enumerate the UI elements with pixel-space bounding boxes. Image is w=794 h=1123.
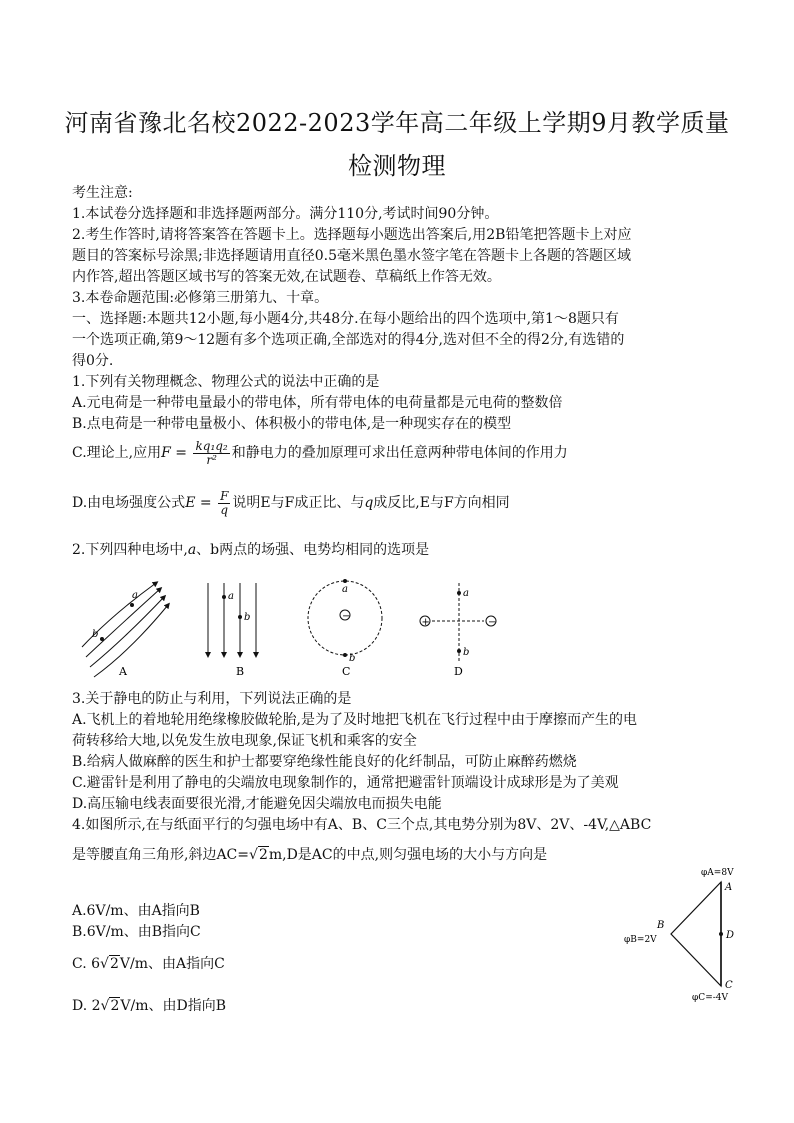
q1-option-d-pre: D.由电场强度公式	[72, 495, 186, 511]
q2-stem	[72, 540, 724, 561]
fig-a-caption: A	[119, 665, 127, 678]
q1-d-numerator: F	[220, 488, 229, 503]
q1-c-formula-f: F	[161, 445, 171, 461]
q3-option-d: D.高压输电线表面要很光滑,才能避免因尖端放电而损失电能	[72, 796, 442, 812]
q4-option-c-sqrt: √2	[100, 956, 119, 972]
phi-a-label: φA=8V	[701, 868, 734, 878]
q1-option-c	[72, 438, 724, 468]
section1-instructions-1: 一、选择题:本题共12小题,每小题4分,共48分.在每小题给出的四个选项中,第1～8题只有	[72, 311, 619, 327]
fig-b-point-a	[222, 595, 226, 599]
q1-option-d-mid: 说明E与F成正比、与	[232, 495, 365, 511]
fig-c-point-a	[343, 579, 347, 583]
q4-option-d-sqrt: √2	[100, 998, 120, 1014]
q1-stem: 1.下列有关物理概念、物理公式的说法中正确的是	[72, 374, 380, 390]
q4-option-b: B.6V/m、由B指向C	[72, 924, 201, 940]
q3-option-a-line2: 荷转移给大地,以免发生放电现象,保证飞机和乘客的安全	[72, 733, 417, 749]
q1-c-denominator: r²	[206, 452, 217, 467]
q1-c-formula-eq: =	[170, 445, 192, 461]
notice-item-3: 3.本卷命题范围:必修第三册第九、十章。	[72, 290, 329, 306]
q1-d-formula-eq: =	[195, 495, 217, 511]
fig-c-label-b: b	[349, 653, 356, 664]
q4-option-c-pre: C. 6	[72, 956, 101, 972]
section1-instructions-2: 一个选项正确,第9～12题有多个选项正确,全部选对的得4分,选对但不全的得2分,有选错的	[72, 332, 625, 348]
vertex-a-label: A	[725, 882, 733, 893]
fig-a-point-b	[100, 637, 104, 641]
notice-item-2a: 2.考生作答时,请将答案答在答题卡上。选择题每小题选出答案后,用2B铅笔把答题卡上对应	[72, 227, 632, 243]
fig-b-label-a: a	[228, 591, 234, 602]
fig-b-caption: B	[236, 665, 245, 678]
fig-d-minus-sign: −	[488, 617, 497, 628]
q2-field-figures	[72, 575, 512, 685]
q3-option-a-line1: A.飞机上的着地轮用绝缘橡胶做轮胎,是为了及时地把飞机在飞行过程中由于摩擦而产生的电	[72, 712, 638, 728]
q1-option-c-post: 和静电力的叠加原理可求出任意两种带电体间的作用力	[231, 445, 568, 461]
fig-d-point-a	[457, 591, 461, 595]
q3-stem: 3.关于静电的防止与利用，下列说法正确的是	[72, 691, 352, 707]
q1-option-d-post: 成反比,E与F方向相同	[373, 495, 510, 511]
fig-d-label-a: a	[463, 588, 469, 599]
notice-item-2c: 内作答,超出答题区域书写的答案无效,在试题卷、草稿纸上作答无效。	[72, 269, 501, 285]
q3-option-c: C.避雷针是利用了静电的尖端放电现象制作的，通常把避雷针顶端设计成球形是为了美观	[72, 775, 619, 791]
fig-c-label-a: a	[342, 584, 348, 595]
fig-c-caption: C	[342, 665, 351, 678]
vertex-b-label: B	[657, 920, 665, 931]
notice-item-2b: 题目的答案标号涂黑;非选择题请用直径0.5毫米黑色墨水签字笔在答题卡上各题的答题区域	[72, 248, 631, 264]
point-d-label: D	[726, 930, 735, 941]
q1-d-formula-e: E	[185, 495, 196, 511]
phi-b-label: φB=2V	[624, 935, 657, 945]
phi-c-label: φC=-4V	[692, 993, 728, 1003]
section1-instructions-3: 得0分.	[72, 353, 114, 369]
fig-a-point-a	[130, 603, 134, 607]
notice-heading: 考生注意:	[72, 185, 133, 201]
fig-c-point-b	[343, 653, 347, 657]
point-d	[719, 932, 723, 936]
fig-a-label-a: a	[132, 590, 138, 601]
q4-stem-line1: 4.如图所示,在与纸面平行的匀强电场中有A、B、C三个点,其电势分别为8V、2V、-4V,△ABC	[72, 817, 652, 833]
q1-option-c-pre: C.理论上,应用	[72, 445, 162, 461]
q1-option-d	[72, 488, 724, 518]
q1-option-a: A.元电荷是一种带电量最小的带电体，所有带电体的电荷量都是元电荷的整数倍	[72, 395, 563, 411]
fig-a-label-b: b	[92, 629, 99, 640]
q4-option-c-post: V/m、由A指向C	[119, 956, 225, 972]
q2-stem-pre: 2.下列四种电场中,	[72, 542, 188, 558]
q1-c-fraction	[193, 440, 229, 467]
notice-item-1: 1.本试卷分选择题和非选择题两部分。满分110分,考试时间90分钟。	[72, 206, 499, 222]
exam-title-line2: 检测物理	[348, 152, 446, 180]
q4-sqrt-2: √2	[249, 847, 268, 863]
q1-d-denominator: q	[220, 502, 229, 517]
exam-title-line1: 河南省豫北名校2022-2023学年高二年级上学期9月教学质量	[64, 109, 730, 137]
fig-d-point-b	[457, 649, 461, 653]
q4-triangle-figure	[615, 862, 765, 1008]
fig-b-point-b	[238, 615, 242, 619]
fig-d-caption: D	[454, 665, 463, 678]
q4-stem-line2-pre: 是等腰直角三角形,斜边AC=	[72, 847, 250, 863]
q1-c-numerator: kq₁q₂	[195, 438, 228, 453]
q1-option-b: B.点电荷是一种带电量极小、体积极小的带电体,是一种现实存在的模型	[72, 416, 512, 432]
vertex-c-label: C	[725, 980, 733, 991]
fig-d-label-b: b	[463, 647, 470, 658]
q1-d-q: q	[364, 495, 374, 511]
fig-c-minus-sign: −	[342, 611, 351, 622]
q3-option-b: B.给病人做麻醉的医生和护士都要穿绝缘性能良好的化纤制品，可防止麻醉药燃烧	[72, 754, 577, 770]
triangle-abc	[671, 882, 721, 986]
fig-b-label-b: b	[244, 612, 251, 623]
q4-option-a: A.6V/m、由A指向B	[72, 903, 200, 919]
q4-option-d-post: V/m、由D指向B	[120, 998, 227, 1014]
q4-stem-line2-post: m,D是AC的中点,则匀强电场的大小与方向是	[268, 847, 548, 863]
q1-d-fraction	[218, 490, 230, 517]
q2-stem-a: a	[187, 542, 197, 558]
fig-d-plus-sign: +	[421, 617, 430, 628]
q2-stem-mid: 、b两点的场强、电势均相同的选项是	[196, 542, 430, 558]
q4-option-d-pre: D. 2	[72, 998, 101, 1014]
